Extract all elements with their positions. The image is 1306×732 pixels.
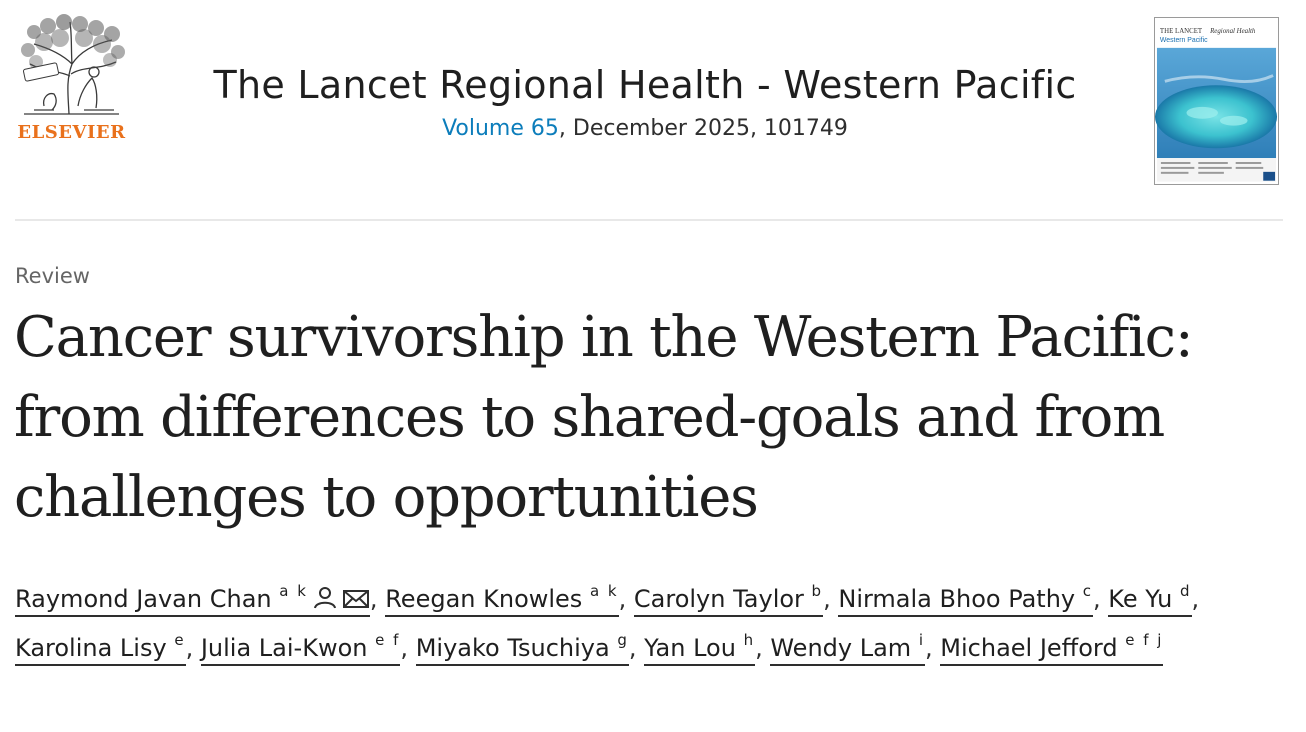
header-divider (15, 219, 1283, 221)
affiliation-superscript: g (617, 631, 629, 649)
author-name: Michael Jefford (940, 634, 1118, 662)
cover-subtitle: Regional Health (1210, 28, 1256, 36)
person-icon[interactable] (312, 579, 338, 625)
author-name: Ke Yu (1108, 585, 1173, 613)
cover-region: Western Pacific (1159, 36, 1208, 44)
issue-details: , December 2025, 101749 (558, 116, 848, 141)
author-link[interactable] (940, 631, 1164, 666)
affiliation-superscript: e (174, 631, 186, 649)
affiliation-superscript: a k (279, 582, 308, 600)
author-link[interactable] (633, 582, 824, 617)
journal-title-link[interactable]: The Lancet Regional Health - Western Pacific (213, 63, 1077, 107)
issue-line (150, 112, 1140, 146)
elsevier-tree-logo (14, 14, 129, 118)
author-separator: , (823, 585, 831, 613)
affiliation-superscript: a k (589, 582, 619, 600)
author-name: Julia Lai-Kwon (200, 634, 368, 662)
author-separator: , (755, 634, 763, 662)
author-separator: , (925, 634, 933, 662)
author-name: Karolina Lisy (15, 634, 167, 662)
author-link[interactable] (770, 631, 925, 666)
author-name: Reegan Knowles (385, 585, 583, 613)
author-link[interactable] (1108, 582, 1192, 617)
publisher-logo[interactable] (14, 14, 129, 144)
affiliation-superscript: e f j (1125, 631, 1164, 649)
volume-link[interactable]: Volume 65 (442, 116, 559, 141)
author-name: Wendy Lam (770, 634, 912, 662)
journal-cover-image (1154, 17, 1279, 185)
author-link[interactable] (385, 582, 619, 617)
author-name: Raymond Javan Chan (15, 585, 272, 613)
envelope-icon[interactable] (342, 579, 370, 625)
author-separator: , (628, 634, 637, 662)
author-name: Yan Lou (644, 634, 736, 662)
cover-brand: THE LANCET (1159, 28, 1203, 36)
article-title: Cancer survivorship in the Western Pacific: from differences to shared-goals and from challenges to opportunities (14, 305, 1193, 530)
journal-block (150, 58, 1140, 146)
author-name: Carolyn Taylor (633, 585, 804, 613)
author-separator: , (369, 585, 378, 613)
author-link[interactable] (200, 631, 401, 666)
author-name: Miyako Tsuchiya (415, 634, 610, 662)
author-separator: , (1093, 585, 1101, 613)
author-name: Nirmala Bhoo Pathy (838, 585, 1076, 613)
affiliation-superscript: i (918, 631, 925, 649)
affiliation-superscript: b (811, 582, 824, 600)
affiliation-superscript: d (1180, 582, 1192, 600)
author-separator: , (400, 634, 409, 662)
affiliation-superscript: e f (375, 631, 401, 649)
author-link[interactable] (838, 582, 1094, 617)
author-link[interactable] (644, 631, 756, 666)
author-list (15, 576, 1275, 671)
affiliation-superscript: c (1082, 582, 1094, 600)
author-separator: , (618, 585, 627, 613)
page-header (0, 0, 1306, 220)
author-link[interactable] (415, 631, 629, 666)
affiliation-superscript: h (743, 631, 756, 649)
author-link[interactable] (15, 631, 186, 666)
author-separator: , (1191, 585, 1200, 613)
article-type-label: Review (15, 264, 90, 288)
elsevier-wordmark: ELSEVIER (17, 122, 126, 143)
author-link[interactable] (15, 582, 370, 617)
author-separator: , (185, 634, 194, 662)
